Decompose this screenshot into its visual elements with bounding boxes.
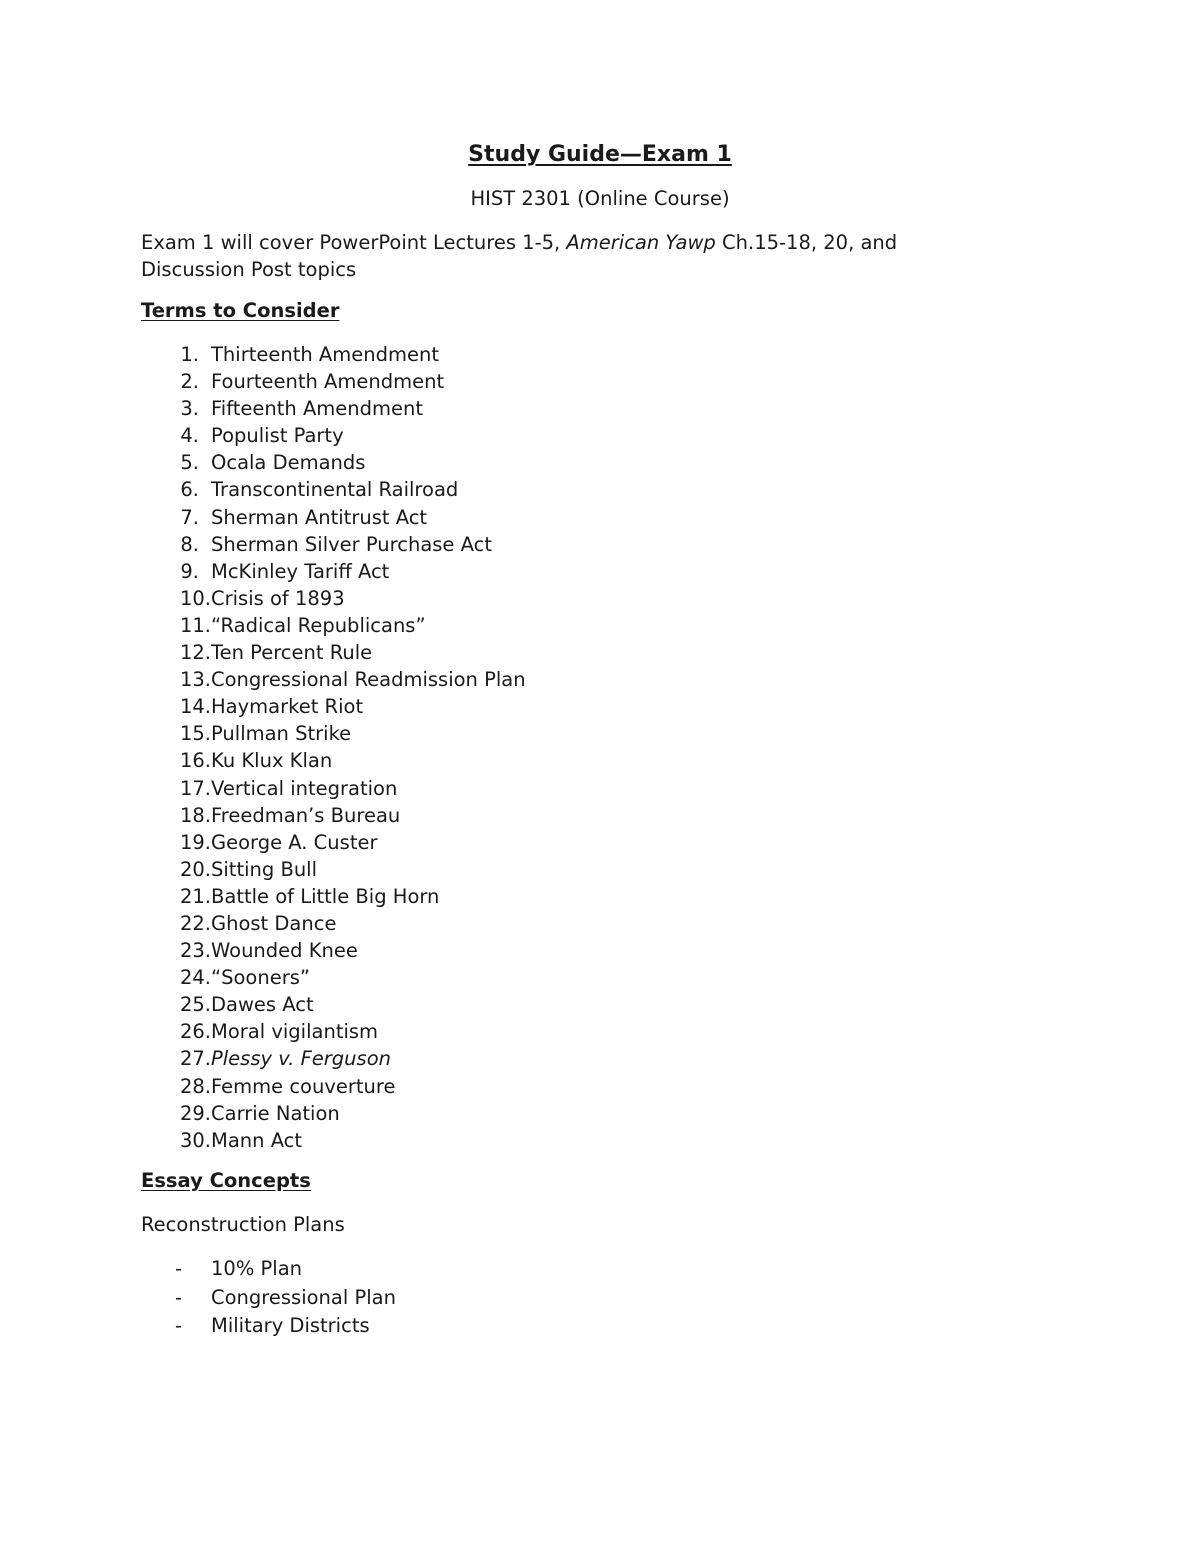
- term-text: Fifteenth Amendment: [211, 397, 424, 421]
- term-item: [141, 883, 941, 910]
- term-number: 9.: [180, 559, 199, 583]
- bullet-dash: -: [175, 1257, 183, 1280]
- term-text: Ten Percent Rule: [211, 641, 373, 665]
- essay-topic: Reconstruction Plans: [141, 1213, 345, 1236]
- terms-heading: Terms to Consider: [141, 299, 340, 322]
- term-text: Sherman Antitrust Act: [211, 505, 428, 529]
- term-item: [141, 639, 941, 666]
- essay-concepts-heading: Essay Concepts: [141, 1169, 311, 1192]
- term-number: 14.: [179, 695, 211, 719]
- essay-bullet-item: [141, 1312, 396, 1341]
- term-text: Wounded Knee: [211, 939, 358, 963]
- term-item: [141, 666, 941, 693]
- term-item: [141, 341, 941, 368]
- term-item: [141, 531, 941, 558]
- term-number: 26.: [179, 1020, 211, 1044]
- term-text: Ocala Demands: [211, 451, 366, 475]
- term-item: [141, 422, 941, 449]
- term-item: [141, 991, 941, 1018]
- term-number: 4.: [180, 424, 199, 448]
- term-item: [141, 558, 941, 585]
- term-item: [141, 1045, 941, 1072]
- term-number: 29.: [179, 1101, 211, 1125]
- term-text: “Sooners”: [211, 966, 310, 990]
- term-text: Haymarket Riot: [211, 695, 364, 719]
- term-item: [141, 1018, 941, 1045]
- term-number: 7.: [180, 505, 199, 529]
- term-number: 3.: [180, 397, 199, 421]
- term-text: Mann Act: [211, 1128, 303, 1152]
- term-item: [141, 693, 941, 720]
- term-number: 27.: [179, 1047, 211, 1071]
- term-item: [141, 747, 941, 774]
- term-item: [141, 910, 941, 937]
- term-text: Freedman’s Bureau: [211, 803, 401, 827]
- term-item: [141, 964, 941, 991]
- term-text: Thirteenth Amendment: [211, 343, 439, 366]
- term-number: 20.: [179, 857, 211, 881]
- term-text: “Radical Republicans”: [211, 613, 426, 637]
- term-text: Femme couverture: [211, 1074, 396, 1098]
- term-item: [141, 856, 941, 883]
- document-title: Study Guide—Exam 1: [468, 142, 732, 167]
- coverage-text-end: Ch.15-18, 20, and: [715, 231, 898, 254]
- term-item: [141, 476, 941, 503]
- term-text: Crisis of 1893: [211, 586, 345, 610]
- term-item: [141, 585, 941, 612]
- term-item: [141, 720, 941, 747]
- term-text: Congressional Readmission Plan: [211, 668, 526, 692]
- term-number: 11.: [179, 613, 211, 637]
- term-number: 1.: [180, 343, 199, 366]
- term-text: Plessy v. Ferguson: [211, 1047, 391, 1071]
- term-text: Sitting Bull: [211, 857, 318, 881]
- term-text: Populist Party: [211, 424, 344, 448]
- exam-coverage-paragraph: [141, 229, 1041, 283]
- term-item: [141, 449, 941, 476]
- term-text: George A. Custer: [211, 830, 378, 854]
- term-number: 17.: [179, 776, 211, 800]
- essay-bullet-item: [141, 1255, 396, 1284]
- term-item: [141, 1100, 941, 1127]
- term-item: [141, 395, 941, 422]
- term-text: Dawes Act: [211, 993, 314, 1017]
- term-item: [141, 829, 941, 856]
- coverage-text-line2: Discussion Post topics: [141, 258, 357, 281]
- term-number: 12.: [179, 641, 211, 665]
- term-number: 16.: [179, 749, 211, 773]
- textbook-title: American Yawp: [566, 231, 716, 254]
- term-item: [141, 937, 941, 964]
- term-item: [141, 1073, 941, 1100]
- terms-list: [141, 341, 941, 1154]
- term-text: Ku Klux Klan: [211, 749, 333, 773]
- bullet-text: Military Districts: [211, 1314, 370, 1337]
- term-number: 8.: [180, 532, 199, 556]
- term-item: [141, 612, 941, 639]
- term-number: 2.: [180, 370, 199, 394]
- course-name: HIST 2301 (Online Course): [470, 187, 730, 210]
- term-item: [141, 368, 941, 395]
- term-item: [141, 802, 941, 829]
- term-number: 30.: [179, 1128, 211, 1152]
- term-item: [141, 1127, 941, 1154]
- term-text: Moral vigilantism: [211, 1020, 379, 1044]
- bullet-text: 10% Plan: [211, 1257, 303, 1280]
- term-number: 5.: [180, 451, 199, 475]
- term-text: McKinley Tariff Act: [211, 559, 390, 583]
- term-number: 28.: [179, 1074, 211, 1098]
- term-text: Carrie Nation: [211, 1101, 340, 1125]
- term-text: Pullman Strike: [211, 722, 352, 746]
- term-number: 13.: [179, 668, 211, 692]
- term-text: Sherman Silver Purchase Act: [211, 532, 492, 556]
- term-number: 21.: [179, 884, 211, 908]
- term-item: [141, 504, 941, 531]
- term-text: Vertical integration: [211, 776, 398, 800]
- term-number: 25.: [179, 993, 211, 1017]
- essay-bullet-list: [141, 1255, 396, 1341]
- term-number: 19.: [179, 830, 211, 854]
- term-number: 15.: [179, 722, 211, 746]
- term-text: Ghost Dance: [211, 911, 337, 935]
- essay-bullet-item: [141, 1284, 396, 1313]
- term-number: 22.: [179, 911, 211, 935]
- term-number: 24.: [179, 966, 211, 990]
- term-text: Fourteenth Amendment: [211, 370, 445, 394]
- bullet-dash: -: [175, 1285, 183, 1309]
- term-number: 6.: [180, 478, 199, 502]
- term-number: 10.: [179, 586, 211, 610]
- bullet-text: Congressional Plan: [211, 1285, 396, 1309]
- term-text: Transcontinental Railroad: [211, 478, 459, 502]
- term-item: [141, 775, 941, 802]
- term-number: 23.: [179, 939, 211, 963]
- bullet-dash: -: [175, 1314, 183, 1337]
- term-number: 18.: [179, 803, 211, 827]
- term-text: Battle of Little Big Horn: [211, 884, 440, 908]
- coverage-text-start: Exam 1 will cover PowerPoint Lectures 1-5,: [141, 231, 567, 254]
